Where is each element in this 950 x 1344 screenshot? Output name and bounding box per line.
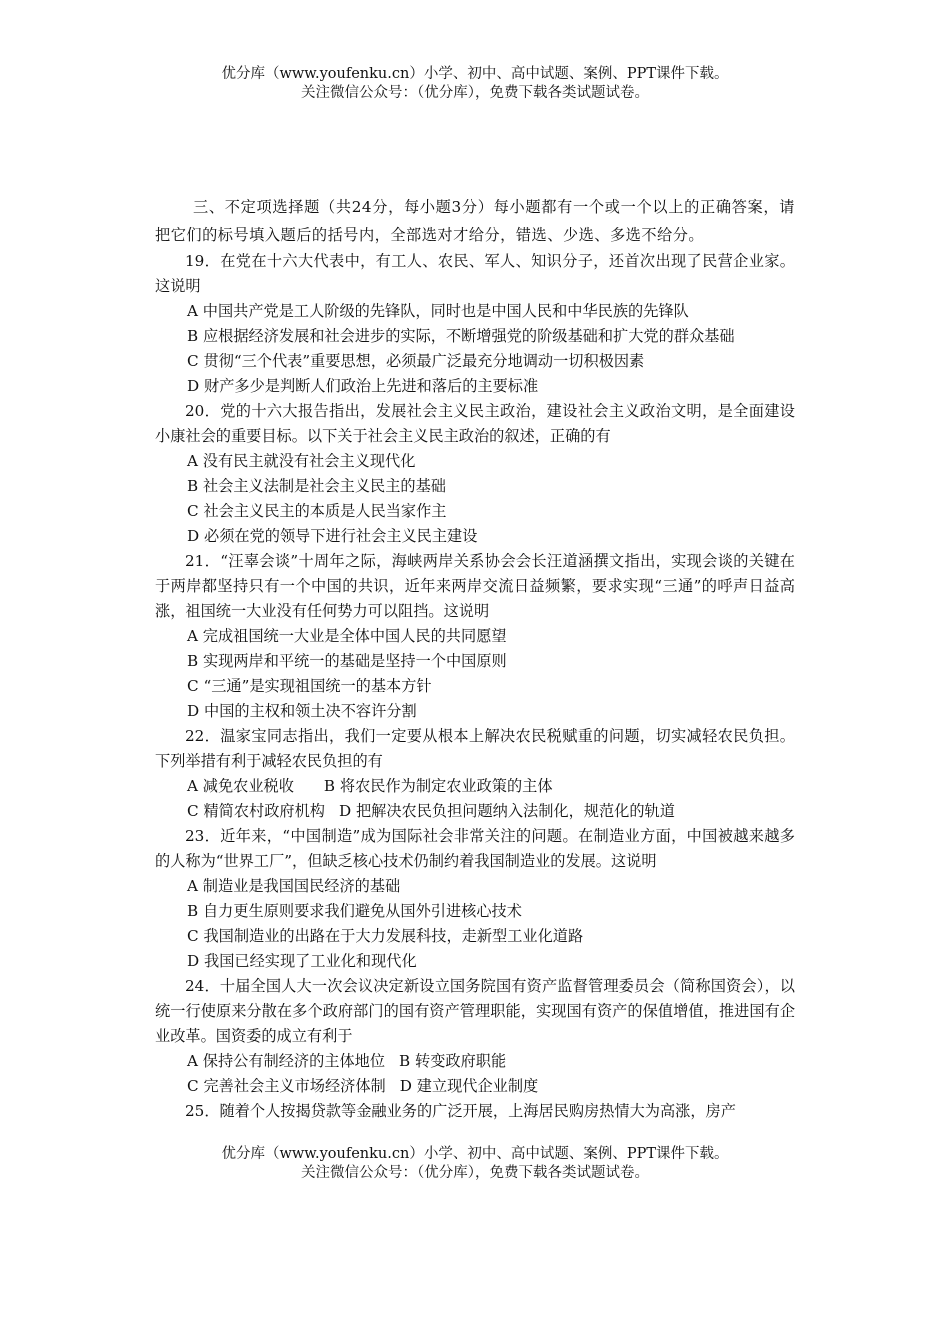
question-24-option-a: A 保持公有制经济的主体地位	[187, 1052, 386, 1070]
header-line-2: 关注微信公众号：（优分库），免费下载各类试题试卷。	[301, 85, 649, 101]
question-24-options-row-2	[155, 1074, 795, 1099]
header-line-1: 优分库（www.youfenku.cn）小学、初中、高中试题、案例、PPT课件下载。	[221, 66, 729, 82]
question-22-options-row-2	[155, 799, 795, 824]
question-24-option-b: B 转变政府职能	[399, 1052, 507, 1070]
question-22-stem: 22．温家宝同志指出，我们一定要从根本上解决农民税赋重的问题，切实减轻农民负担。下列举措有利于减轻农民负担的有	[155, 727, 795, 770]
footer-line-2: 关注微信公众号：（优分库），免费下载各类试题试卷。	[301, 1165, 649, 1181]
page-header	[0, 65, 950, 103]
footer-line-1: 优分库（www.youfenku.cn）小学、初中、高中试题、案例、PPT课件下载。	[221, 1146, 729, 1162]
question-23-option-a: A 制造业是我国国民经济的基础	[187, 877, 401, 895]
question-19-option-d: D 财产多少是判断人们政治上先进和落后的主要标准	[187, 377, 539, 395]
question-20-option-c: C 社会主义民主的本质是人民当家作主	[187, 502, 447, 520]
section-intro: 三、不定项选择题（共24分，每小题3分）每小题都有一个或一个以上的正确答案，请把它们的标号填入题后的括号内，全部选对才给分，错选、少选、多选不给分。	[155, 198, 795, 244]
question-19-stem: 19．在党在十六大代表中，有工人、农民、军人、知识分子，还首次出现了民营企业家。这说明	[155, 252, 795, 295]
question-24-stem: 24．十届全国人大一次会议决定新设立国务院国有资产监督管理委员会（简称国资会），以统一行使原来分散在多个政府部门的国有资产管理职能，实现国有资产的保值增值，推进国有企业改革。国资委的成立有利于	[155, 977, 795, 1045]
question-24-options-row-1	[155, 1049, 795, 1074]
question-20-option-d: D 必须在党的领导下进行社会主义民主建设	[187, 527, 478, 545]
question-22-option-a: A 减免农业税收	[187, 777, 294, 795]
question-19-option-a: A 中国共产党是工人阶级的先锋队，同时也是中国人民和中华民族的先锋队	[187, 302, 689, 320]
question-21-option-a: A 完成祖国统一大业是全体中国人民的共同愿望	[187, 627, 507, 645]
question-24-option-c: C 完善社会主义市场经济体制	[187, 1077, 386, 1095]
question-20-stem: 20．党的十六大报告指出，发展社会主义民主政治，建设社会主义政治文明，是全面建设小康社会的重要目标。以下关于社会主义民主政治的叙述，正确的有	[155, 402, 795, 445]
page-footer	[0, 1145, 950, 1183]
question-22-options-row-1	[155, 774, 795, 799]
question-21-option-c: C “三通”是实现祖国统一的基本方针	[187, 677, 432, 695]
question-22-option-d: D 把解决农民负担问题纳入法制化，规范化的轨道	[338, 802, 675, 820]
question-22-option-b: B 将农民作为制定农业政策的主体	[323, 777, 553, 795]
question-19-option-c: C 贯彻“三个代表”重要思想，必须最广泛最充分地调动一切积极因素	[187, 352, 645, 370]
question-21-stem: 21．“汪辜会谈”十周年之际，海峡两岸关系协会会长汪道涵撰文指出，实现会谈的关键在于两岸都坚持只有一个中国的共识，近年来两岸交流日益频繁，要求实现“三通”的呼声日益高涨，祖国统一大业没有任何势力可以阻挡。这说明	[155, 552, 795, 620]
question-21-option-d: D 中国的主权和领土决不容许分割	[187, 702, 417, 720]
question-24-option-d: D 建立现代企业制度	[399, 1077, 539, 1095]
question-21-option-b: B 实现两岸和平统一的基础是坚持一个中国原则	[187, 652, 507, 670]
question-20-option-a: A 没有民主就没有社会主义现代化	[187, 452, 416, 470]
question-23-option-c: C 我国制造业的出路在于大力发展科技，走新型工业化道路	[187, 927, 584, 945]
question-25-stem: 25．随着个人按揭贷款等金融业务的广泛开展，上海居民购房热情大为高涨，房产	[185, 1102, 736, 1120]
question-20-option-b: B 社会主义法制是社会主义民主的基础	[187, 477, 446, 495]
question-23-option-b: B 自力更生原则要求我们避免从国外引进核心技术	[187, 902, 522, 920]
question-19-option-b: B 应根据经济发展和社会进步的实际，不断增强党的阶级基础和扩大党的群众基础	[187, 327, 735, 345]
question-23-stem: 23．近年来，“中国制造”成为国际社会非常关注的问题。在制造业方面，中国被越来越多的人称为“世界工厂”，但缺乏核心技术仍制约着我国制造业的发展。这说明	[155, 827, 795, 870]
question-23-option-d: D 我国已经实现了工业化和现代化	[187, 952, 417, 970]
document-body	[155, 193, 795, 1124]
question-22-option-c: C 精简农村政府机构	[187, 802, 325, 820]
